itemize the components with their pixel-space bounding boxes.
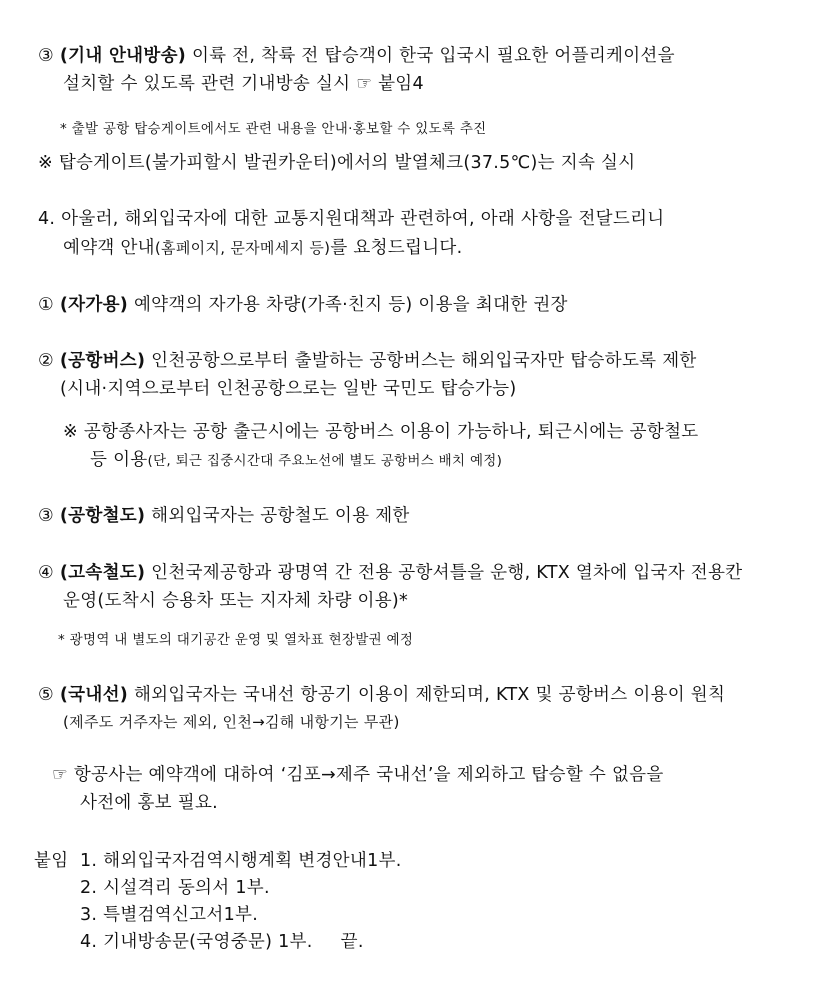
- pointer-note-line1: ☞ 항공사는 예약객에 대하여 ‘김포→제주 국내선’을 제외하고 탑승할 수 없음을: [52, 765, 664, 785]
- item-4-high-speed-rail: [38, 561, 742, 585]
- attachment-4: [80, 930, 364, 954]
- circle-number: ①: [38, 295, 54, 315]
- item-text: 해외입국자는 공항철도 이용 제한: [145, 506, 410, 526]
- item-5-line2: (제주도 거주자는 제외, 인천→김해 내항기는 무관): [63, 713, 400, 731]
- text: 등 이용: [90, 450, 148, 470]
- text: 4. 기내방송문(국영중문) 1부.: [80, 932, 313, 952]
- item-heading: (고속철도): [59, 563, 146, 583]
- attachments-label: 붙임: [34, 851, 69, 871]
- note-fever-check: ※ 탑승게이트(불가피할시 발권카운터)에서의 발열체크(37.5℃)는 지속 실시: [38, 153, 636, 173]
- attachment-3: 3. 특별검역신고서1부.: [80, 905, 259, 925]
- footnote-gate-guidance: * 출발 공항 탑승게이트에서도 관련 내용을 안내·홍보할 수 있도록 추진: [60, 121, 487, 137]
- item-text: 인천공항으로부터 출발하는 공항버스는 해외입국자만 탑승하도록 제한: [145, 351, 697, 371]
- item-2-airport-bus: [38, 349, 697, 373]
- circle-number: ④: [38, 563, 54, 583]
- item-text: 예약객의 자가용 차량(가족·친지 등) 이용을 최대한 권장: [128, 295, 568, 315]
- circle-number: ②: [38, 351, 54, 371]
- end-mark: 끝.: [340, 932, 364, 952]
- item-1-private-car: [38, 293, 568, 317]
- text: 를 요청드립니다.: [330, 238, 463, 258]
- attachment-1: 1. 해외입국자검역시행계획 변경안내1부.: [80, 851, 402, 871]
- item-3-onboard-announcement: [38, 44, 675, 68]
- section-4-line1: 4. 아울러, 해외입국자에 대한 교통지원대책과 관련하여, 아래 사항을 전달드리니: [38, 209, 665, 229]
- item-2-note-line1: ※ 공항종사자는 공항 출근시에는 공항버스 이용이 가능하나, 퇴근시에는 공항철도: [63, 422, 699, 442]
- footnote-gwangmyeong: * 광명역 내 별도의 대기공간 운영 및 열차표 현장발권 예정: [58, 632, 414, 648]
- item-text: 이륙 전, 착륙 전 탑승객이 한국 입국시 필요한 어플리케이션을: [186, 46, 675, 66]
- item-3-airport-railroad: [38, 504, 410, 528]
- item-heading: (공항버스): [59, 351, 146, 371]
- item-5-domestic-flight: [38, 683, 725, 707]
- item-3-line2: 설치할 수 있도록 관련 기내방송 실시 ☞ 붙임4: [63, 74, 424, 94]
- pointer-note-line2: 사전에 홍보 필요.: [80, 793, 219, 813]
- item-heading: (공항철도): [59, 506, 146, 526]
- item-heading: (기내 안내방송): [59, 46, 187, 66]
- item-heading: (국내선): [59, 685, 129, 705]
- text: 예약객 안내: [63, 238, 155, 258]
- circle-number: ③: [38, 46, 54, 66]
- text-small: (홈페이지, 문자메세지 등): [154, 239, 331, 257]
- item-2-note-line2: [90, 448, 502, 473]
- item-text: 해외입국자는 국내선 항공기 이용이 제한되며, KTX 및 공항버스 이용이 원칙: [128, 685, 726, 705]
- item-text: 인천국제공항과 광명역 간 전용 공항셔틀을 운행, KTX 열차에 입국자 전용칸: [145, 563, 743, 583]
- circle-number: ③: [38, 506, 54, 526]
- item-heading: (자가용): [59, 295, 129, 315]
- section-4-line2: [63, 236, 462, 260]
- circle-number: ⑤: [38, 685, 54, 705]
- item-2-line2: (시내·지역으로부터 인천공항으로는 일반 국민도 탑승가능): [60, 379, 517, 399]
- attachment-2: 2. 시설격리 동의서 1부.: [80, 878, 270, 898]
- text-small: (단, 퇴근 집중시간대 주요노선에 별도 공항버스 배치 예정): [147, 453, 503, 469]
- item-4-line2: 운영(도착시 승용차 또는 지자체 차량 이용)*: [63, 591, 409, 611]
